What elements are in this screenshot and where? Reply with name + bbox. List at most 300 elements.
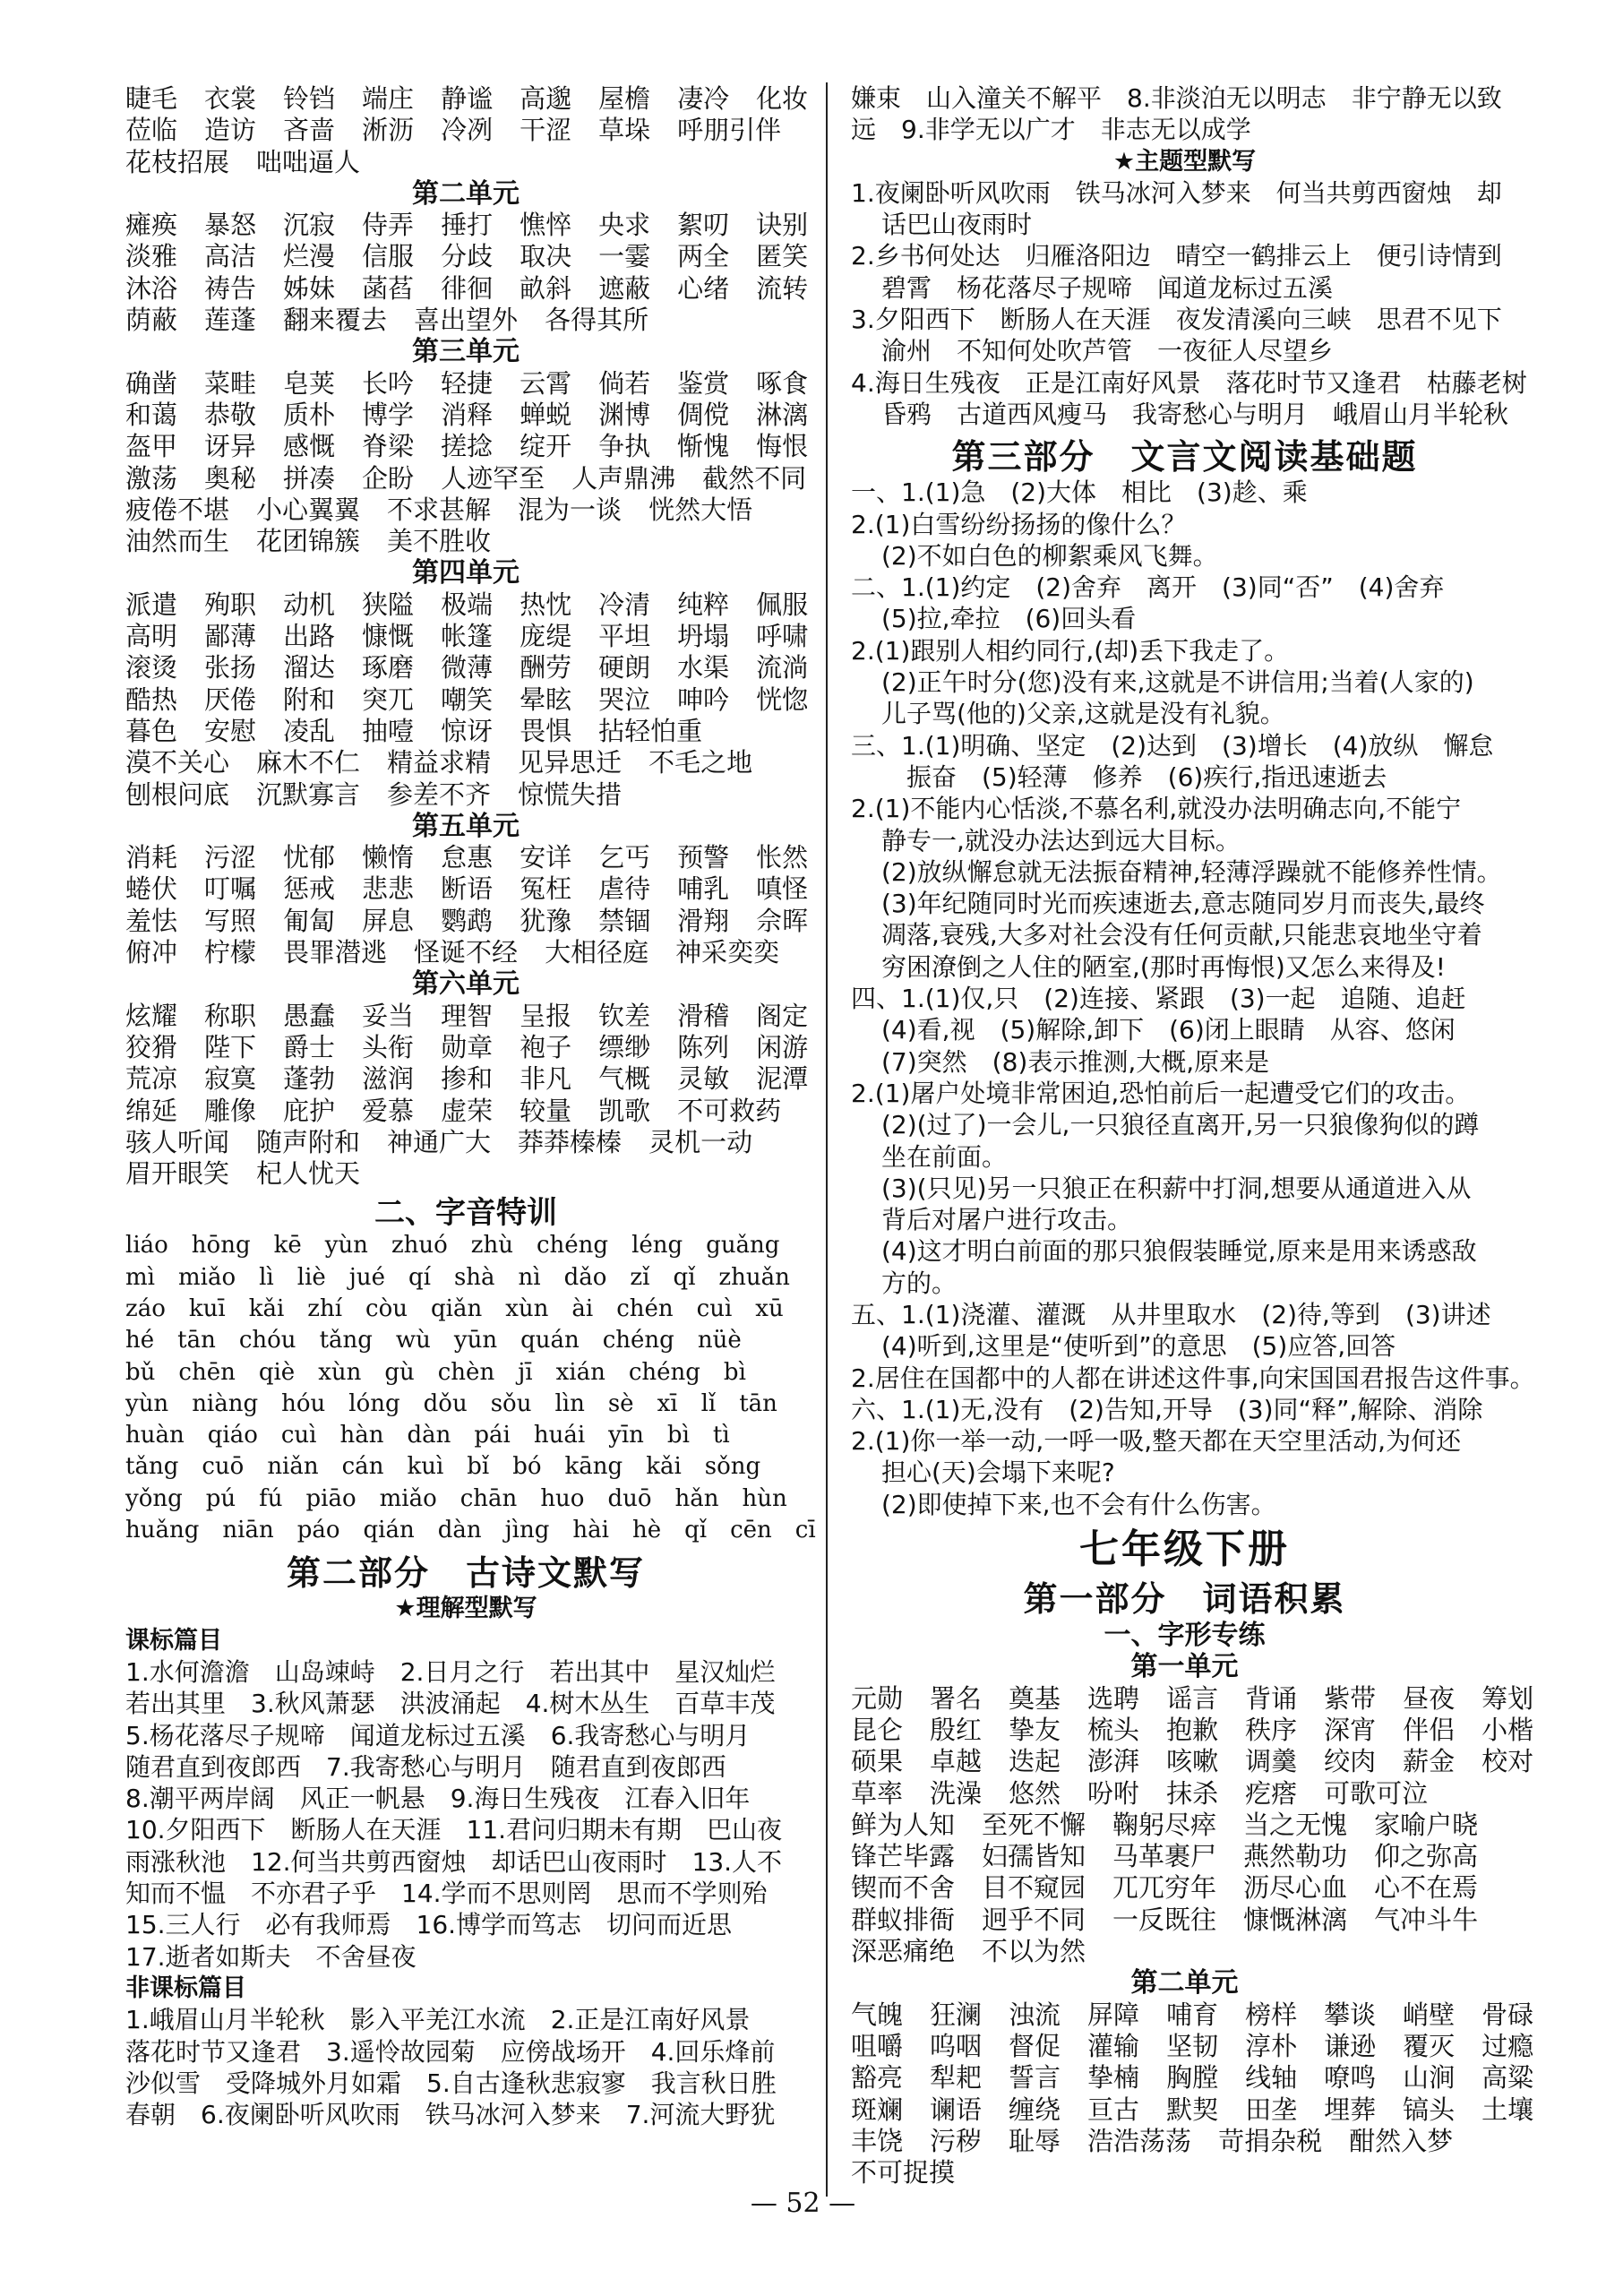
text-line: 儿子骂(他的)父亲,这就是没有礼貌。 <box>881 699 1285 729</box>
text-line: 3.夕阳西下 断肠人在天涯 夜发清溪向三峡 思君不见下 <box>851 305 1502 335</box>
vocab-word: 不可救药 <box>677 1095 782 1126</box>
vocab-word: 冤枉 <box>520 873 572 905</box>
pinyin-item: cuì <box>696 1294 733 1322</box>
text-line: 雨涨秋池 12.何当共剪西窗烛 却话巴山夜雨时 13.人不 <box>125 1846 783 1877</box>
vocab-word: 化妆 <box>756 83 809 114</box>
vocab-word: 理智 <box>441 1000 494 1031</box>
vocab-word: 挚楠 <box>1087 2062 1140 2094</box>
text-line: (3)年纪随同时光而疾速逝去,意志随同岁月而丧失,最终 <box>881 889 1485 919</box>
text-line: 1.夜阑卧听风吹雨 铁马冰河入梦来 何当共剪西窗烛 却 <box>851 177 1502 208</box>
vocab-word: 侍弄 <box>362 210 415 241</box>
pinyin-row <box>125 1423 806 1455</box>
vocab-word: 匍匐 <box>283 905 336 936</box>
vocab-word: 庇护 <box>283 1095 336 1126</box>
vocab-word: 兀兀穷年 <box>1112 1872 1217 1904</box>
vocab-word: 确凿 <box>125 367 178 399</box>
vocab-word: 燕然勒功 <box>1243 1841 1348 1872</box>
pinyin-item: chén <box>616 1294 674 1322</box>
vocab-word: 淡雅 <box>125 241 178 272</box>
page-number: — 52 — <box>750 2188 856 2219</box>
vocab-word: 爱慕 <box>362 1095 415 1126</box>
vocab-row <box>125 1031 809 1066</box>
pinyin-item: pái <box>474 1422 511 1449</box>
pinyin-item: chóu <box>238 1327 296 1354</box>
pinyin-item: xū <box>755 1294 784 1322</box>
text-line: (4)听到,这里是“使听到”的意思 (5)应答,回答 <box>881 1331 1396 1362</box>
text-line: 2.(1)屠户处境非常困迫,恐怕前后一起遭受它们的攻击。 <box>851 1078 1471 1108</box>
vocab-word: 非凡 <box>520 1063 572 1095</box>
vocab-word: 调羹 <box>1245 1746 1298 1777</box>
vocab-row <box>125 1126 806 1161</box>
vocab-word: 鞠躬尽瘁 <box>1112 1809 1217 1840</box>
vocab-word: 质朴 <box>283 399 336 430</box>
vocab-word: 背诵 <box>1245 1682 1298 1714</box>
pinyin-item: jìng <box>504 1517 550 1544</box>
pinyin-item: cán <box>341 1453 384 1481</box>
vocab-word: 骨碌 <box>1481 1999 1534 2030</box>
vocab-word: 小心翼翼 <box>256 494 361 525</box>
vocab-word: 浩浩荡荡 <box>1087 2125 1192 2156</box>
vocab-word: 溜达 <box>283 652 336 684</box>
vocab-word: 镐头 <box>1403 2094 1456 2125</box>
pinyin-item: niān <box>222 1517 274 1544</box>
vocab-word: 暮色 <box>125 715 178 746</box>
pinyin-item: yǒng <box>125 1484 183 1512</box>
vocab-word: 纯粹 <box>677 589 730 620</box>
vocab-word: 铃铛 <box>283 83 336 114</box>
vocab-word: 掺和 <box>441 1063 494 1095</box>
pinyin-item: cēn <box>730 1517 772 1544</box>
vocab-word: 屏息 <box>362 905 415 936</box>
unit-title: 第二单元 <box>412 177 520 210</box>
text-line: (4)这才明白前面的那只狼假装睡觉,原来是用来诱惑敌 <box>881 1236 1477 1267</box>
text-line: 知而不愠 不亦君子乎 14.学而不思则罔 思而不学则殆 <box>125 1879 768 1909</box>
vocab-row <box>851 1999 1534 2034</box>
text-line: 沙似雪 受降城外月如霜 5.自古逢秋悲寂寥 我言秋日胜 <box>125 2068 777 2098</box>
vocab-word: 懒惰 <box>362 842 415 873</box>
vocab-row <box>125 652 809 686</box>
vocab-row <box>851 1904 1518 1939</box>
pinyin-row <box>125 1517 816 1550</box>
vocab-word: 耻辱 <box>1009 2125 1061 2156</box>
vocab-word: 称职 <box>204 1000 257 1031</box>
vocab-word: 亘古 <box>1087 2094 1140 2125</box>
vocab-word: 不毛之地 <box>648 747 753 778</box>
vocab-row <box>851 1746 1534 1780</box>
part-title <box>125 1550 806 1596</box>
vocab-word: 大相径庭 <box>545 937 649 968</box>
vocab-row <box>125 462 807 497</box>
vocab-word: 人迹罕至 <box>441 462 545 494</box>
vocab-word: 哭泣 <box>598 684 651 715</box>
vocab-word: 殉职 <box>204 589 257 620</box>
vocab-word: 莲蓬 <box>204 305 257 336</box>
vocab-word: 慷慨 <box>362 621 415 652</box>
pinyin-item: jué <box>348 1263 385 1291</box>
vocab-word: 筹划 <box>1481 1682 1534 1714</box>
vocab-word: 禁锢 <box>598 905 651 936</box>
vocab-word: 愚蠢 <box>283 1000 336 1031</box>
vocab-word: 攀谈 <box>1324 1999 1377 2030</box>
text-line: (2)正午时分(您)没有来,这就是不讲信用;当着(人家的) <box>881 667 1474 698</box>
vocab-word: 麻木不仁 <box>256 747 361 778</box>
vocab-word: 坍塌 <box>677 621 730 652</box>
vocab-word: 恍惚 <box>756 684 809 715</box>
text-line: 2.(1)白雪纷纷扬扬的像什么？ <box>851 509 1187 539</box>
pinyin-item: duō <box>607 1484 652 1512</box>
vocab-word: 绽开 <box>520 431 572 462</box>
vocab-row <box>125 747 806 781</box>
pinyin-item: kē <box>273 1232 302 1260</box>
vocab-row <box>125 307 806 339</box>
pinyin-item: hóu <box>281 1389 326 1417</box>
vocab-row <box>125 367 809 402</box>
vocab-word: 倜傥 <box>677 399 730 430</box>
vocab-word: 苛捐杂税 <box>1218 2125 1323 2156</box>
vocab-word: 锋芒毕露 <box>851 1841 956 1872</box>
vocab-word: 抽噎 <box>362 715 415 746</box>
vocab-word: 酷热 <box>125 684 178 715</box>
pinyin-row <box>125 1358 806 1392</box>
vocab-word: 殷红 <box>930 1714 983 1745</box>
vocab-word: 线轴 <box>1245 2062 1298 2094</box>
vocab-word: 憔悴 <box>520 210 572 241</box>
vocab-word: 精益求精 <box>387 747 492 778</box>
text-line: 嫌束 山入潼关不解平 8.非淡泊无以明志 非宁静无以致 <box>851 83 1502 113</box>
pinyin-item: chēn <box>178 1358 236 1386</box>
vocab-word: 酣然入梦 <box>1349 2125 1454 2156</box>
vocab-word: 秩序 <box>1245 1714 1298 1745</box>
vocab-word: 俯冲 <box>125 937 178 968</box>
vocab-word: 吝啬 <box>283 115 336 146</box>
section-title: 一、字形专练 <box>1104 1620 1266 1652</box>
vocab-word: 柠檬 <box>204 937 257 968</box>
vocab-word: 昆仑 <box>851 1714 904 1745</box>
vocab-word: 信服 <box>362 241 415 272</box>
vocab-word: 心不在焉 <box>1374 1872 1479 1904</box>
vocab-row <box>851 1841 1518 1875</box>
vocab-row <box>851 1682 1534 1717</box>
vocab-word: 漠不关心 <box>125 747 230 778</box>
vocab-word: 畝斜 <box>520 272 572 304</box>
text-line: (2)(过了)一会儿,一只狼径直离开,另一只狼像狗似的蹲 <box>881 1110 1480 1140</box>
vocab-word: 疙瘩 <box>1245 1777 1298 1809</box>
vocab-word: 讶异 <box>204 431 257 462</box>
unit-title: 第五单元 <box>412 810 520 842</box>
vocab-word: 参差不齐 <box>387 778 492 810</box>
vocab-word: 皂荚 <box>283 367 336 399</box>
text-line: 渝州 不知何处吹芦管 一夜征人尽望乡 <box>881 336 1334 366</box>
vocab-unit-6 <box>125 1000 809 1193</box>
vocab-row <box>851 1872 1518 1906</box>
vocab-grade7b-unit-2 <box>851 1999 1534 2192</box>
pinyin-item: nüè <box>697 1327 742 1354</box>
vocab-word: 匿笑 <box>756 241 809 272</box>
vocab-word: 鲜为人知 <box>851 1809 956 1840</box>
vocab-word: 哺乳 <box>677 873 730 905</box>
vocab-word: 蝉蜕 <box>520 399 572 430</box>
unit-title: 第一单元 <box>1130 1651 1239 1683</box>
vocab-word: 草垛 <box>598 115 651 146</box>
pinyin-item: shà <box>453 1263 495 1291</box>
vocab-word: 畏罪潜逃 <box>283 937 388 968</box>
pinyin-item: niàng <box>192 1389 259 1417</box>
vocab-word: 美不胜收 <box>387 526 492 557</box>
vocab-word: 滑稽 <box>677 1000 730 1031</box>
pinyin-item: huái <box>533 1422 586 1449</box>
vocab-row <box>125 778 806 813</box>
pinyin-item: hàn <box>339 1422 384 1449</box>
pinyin-item: záo <box>125 1294 166 1322</box>
vocab-word: 覆灭 <box>1403 2030 1456 2061</box>
vocab-word: 卓越 <box>930 1746 983 1777</box>
vocab-word: 妥当 <box>362 1000 415 1031</box>
vocab-word: 锲而不舍 <box>851 1872 956 1904</box>
vocab-word: 捶打 <box>441 210 494 241</box>
vocab-word: 小楷 <box>1481 1714 1534 1745</box>
vocab-word: 昼夜 <box>1403 1682 1456 1714</box>
vocab-word: 洗澡 <box>930 1777 983 1809</box>
vocab-word: 附和 <box>283 684 336 715</box>
vocab-word: 热忱 <box>520 589 572 620</box>
vocab-word: 啄食 <box>756 367 809 399</box>
vocab-word: 张扬 <box>204 652 257 684</box>
vocab-word: 滋润 <box>362 1063 415 1095</box>
vocab-word: 庞缇 <box>520 621 572 652</box>
pinyin-item: léng <box>631 1232 683 1260</box>
vocab-word: 爵士 <box>283 1031 336 1062</box>
vocab-row <box>125 842 809 876</box>
part-number: 第二部分 <box>286 1553 430 1594</box>
vocab-word: 虐待 <box>598 873 651 905</box>
vocab-word: 悲悲 <box>362 873 415 905</box>
right-column <box>851 83 1535 2191</box>
pinyin-item: niǎn <box>267 1453 319 1481</box>
vocab-word: 谣言 <box>1166 1682 1219 1714</box>
vocab-word: 盔甲 <box>125 431 178 462</box>
vocab-word: 家喻户晓 <box>1374 1809 1479 1840</box>
vocab-word: 荫蔽 <box>125 305 178 336</box>
vocab-row <box>125 937 806 971</box>
curriculum-poems <box>125 1656 806 1976</box>
subsection-title: ★理解型默写 <box>394 1595 537 1623</box>
vocab-word: 哺育 <box>1166 1999 1219 2030</box>
vocab-unit-5 <box>125 842 809 971</box>
vocab-word: 袍子 <box>520 1031 572 1062</box>
text-line: 远 9.非学无以广才 非志无以成学 <box>851 115 1251 145</box>
vocab-word: 神通广大 <box>387 1126 492 1157</box>
vocab-word: 脊梁 <box>362 431 415 462</box>
theme-poems <box>851 177 1527 434</box>
vocab-word: 校对 <box>1481 1746 1534 1777</box>
pinyin-item: chèn <box>437 1358 495 1386</box>
vocab-word: 滑翔 <box>677 905 730 936</box>
vocab-word: 不可捉摸 <box>851 2157 956 2189</box>
vocab-word: 雕像 <box>204 1095 257 1126</box>
vocab-word: 狭隘 <box>362 589 415 620</box>
pinyin-item: xī <box>657 1389 678 1417</box>
vocab-word: 元勋 <box>851 1682 904 1714</box>
vocab-word: 较量 <box>520 1095 572 1126</box>
vocab-word: 高粱 <box>1481 2062 1534 2094</box>
vocab-word: 绞肉 <box>1324 1746 1377 1777</box>
vocab-word: 勋章 <box>441 1031 494 1062</box>
vocab-word: 高洁 <box>204 241 257 272</box>
vocab-word: 污秽 <box>930 2125 983 2156</box>
vocab-word: 暴怒 <box>204 210 257 241</box>
vocab-word: 丰饶 <box>851 2125 904 2156</box>
vocab-word: 咳嗽 <box>1166 1746 1219 1777</box>
text-line: 二、1.(1)约定 (2)舍弃 离开 (3)同“否” (4)舍弃 <box>851 572 1445 603</box>
vocab-word: 祷告 <box>204 272 257 304</box>
vocab-word: 取决 <box>520 241 572 272</box>
vocab-word: 马革裹尸 <box>1112 1841 1217 1872</box>
text-line: 五、1.(1)浇灌、灌溉 从井里取水 (2)待,等到 (3)讲述 <box>851 1299 1491 1329</box>
vocab-row <box>125 431 809 465</box>
vocab-word: 平坦 <box>598 621 651 652</box>
text-line: 六、1.(1)无,没有 (2)告知,开导 (3)同“释”,解除、消除 <box>851 1394 1483 1424</box>
vocab-word: 怪诞不经 <box>414 937 519 968</box>
pinyin-item: nì <box>518 1263 541 1291</box>
vocab-word: 和蔼 <box>125 399 178 430</box>
vocab-word: 厌倦 <box>204 684 257 715</box>
vocab-word: 谦逊 <box>1324 2030 1377 2061</box>
text-line: 穷困潦倒之人住的陋室,(那时再悔恨)又怎么来得及! <box>881 951 1446 982</box>
vocab-word: 恍然大悟 <box>648 494 753 525</box>
pinyin-item: zhù <box>470 1232 513 1260</box>
text-line: 2.(1)跟别人相约同行,(却)丢下我走了。 <box>851 635 1290 666</box>
vocab-row <box>851 2030 1534 2065</box>
text-line: 静专一,就没办法达到远大目标。 <box>881 825 1241 856</box>
pinyin-item: hōng <box>191 1232 251 1260</box>
vocab-word: 感慨 <box>283 431 336 462</box>
pinyin-item: hài <box>572 1517 609 1544</box>
text-line: 2.(1)不能内心恬淡,不慕名利,就没办法明确志向,不能宁 <box>851 794 1462 824</box>
vocab-word: 乞丐 <box>598 842 651 873</box>
vocab-word: 姊妹 <box>283 272 336 304</box>
vocab-word: 浊流 <box>1009 1999 1061 2030</box>
pinyin-item: tì <box>712 1422 730 1449</box>
pinyin-item: lì <box>259 1263 274 1291</box>
vocab-word: 突兀 <box>362 684 415 715</box>
part-number: 第一部分 <box>1023 1579 1167 1620</box>
pinyin-item: chéng <box>628 1358 700 1386</box>
vocab-word: 眉开眼笑 <box>125 1158 230 1190</box>
vocab-word: 博学 <box>362 399 415 430</box>
vocab-word: 惊讶 <box>441 715 494 746</box>
vocab-word: 拼凑 <box>283 462 336 494</box>
vocab-row <box>851 1777 1518 1812</box>
vocab-row <box>125 146 806 181</box>
text-line: 17.逝者如斯夫 不舍昼夜 <box>125 1941 417 1972</box>
vocab-word: 拈轻怕重 <box>598 715 703 746</box>
vocab-word: 衣裳 <box>204 83 257 114</box>
vocab-word: 署名 <box>930 1682 983 1714</box>
pinyin-item: kuī <box>188 1294 226 1322</box>
text-line: 春朝 6.夜阑卧听风吹雨 铁马冰河入梦来 7.河流大野犹 <box>125 2100 776 2130</box>
pinyin-item: hǎn <box>674 1484 719 1512</box>
pinyin-item: kuì <box>407 1453 444 1481</box>
vocab-word: 澎湃 <box>1087 1746 1140 1777</box>
vocab-row <box>125 1158 806 1192</box>
text-line: (2)放纵懈怠就无法振奋精神,轻薄浮躁就不能修养性情。 <box>881 856 1502 887</box>
vocab-unit-4 <box>125 589 809 813</box>
vocab-word: 咄咄逼人 <box>256 146 361 177</box>
vocab-word: 灵机一动 <box>648 1126 753 1157</box>
pinyin-item: sǒu <box>490 1389 532 1417</box>
vocab-row <box>125 210 809 244</box>
text-line: 1.水何澹澹 山岛竦峙 2.日月之行 若出其中 星汉灿烂 <box>125 1656 776 1687</box>
pinyin-item: xùn <box>318 1358 362 1386</box>
vocab-word: 滚烫 <box>125 652 178 684</box>
pinyin-item: jī <box>518 1358 533 1386</box>
pinyin-item: piāo <box>305 1484 356 1512</box>
pinyin-item: qǐ <box>684 1517 708 1544</box>
vocab-word: 烂漫 <box>283 241 336 272</box>
vocab-word: 水渠 <box>677 652 730 684</box>
vocab-row <box>851 1936 1518 1970</box>
pinyin-item: sè <box>607 1389 634 1417</box>
vocab-word: 田垄 <box>1245 2094 1298 2125</box>
vocab-word: 流转 <box>756 272 809 304</box>
vocab-word: 争执 <box>598 431 651 462</box>
pinyin-list <box>125 1232 816 1550</box>
vocab-word: 缥缈 <box>598 1031 651 1062</box>
vocab-word: 絮叨 <box>677 210 730 241</box>
vocab-word: 可歌可泣 <box>1324 1777 1429 1809</box>
vocab-row <box>125 621 809 655</box>
pinyin-row <box>125 1294 806 1329</box>
pinyin-item: huǎng <box>125 1517 200 1544</box>
vocab-word: 见异思迁 <box>518 747 623 778</box>
vocab-word: 遮蔽 <box>598 272 651 304</box>
vocab-unit-2 <box>125 210 809 339</box>
text-line: 10.夕阳西下 断肠人在天涯 11.君问归期未有期 巴山夜 <box>125 1815 783 1845</box>
vocab-word: 长吟 <box>362 367 415 399</box>
vocab-word: 花团锦簇 <box>256 526 361 557</box>
pinyin-item: qǐ <box>673 1263 696 1291</box>
pinyin-item: tǎng <box>125 1453 179 1481</box>
vocab-word: 怠惠 <box>441 842 494 873</box>
vocab-word: 寂寞 <box>204 1063 257 1095</box>
vocab-word: 过瘾 <box>1481 2030 1534 2061</box>
vocab-word: 畏惧 <box>520 715 572 746</box>
vocab-word: 不以为然 <box>982 1936 1086 1967</box>
vocab-word: 妇孺皆知 <box>982 1841 1086 1872</box>
vocab-word: 安详 <box>520 842 572 873</box>
vocab-word: 灌输 <box>1087 2030 1140 2061</box>
vocab-word: 沐浴 <box>125 272 178 304</box>
vocab-word: 淅沥 <box>362 115 415 146</box>
vocab-word: 佩服 <box>756 589 809 620</box>
vocab-word: 闲游 <box>756 1031 809 1062</box>
vocab-word: 灵敏 <box>677 1063 730 1095</box>
vocab-word: 鉴赏 <box>677 367 730 399</box>
vocab-word: 气概 <box>598 1063 651 1095</box>
vocab-word: 缠绕 <box>1009 2094 1061 2125</box>
text-line: 2.(1)你一举一动,一呼一吸,整天都在天空里活动,为何还 <box>851 1426 1462 1457</box>
vocab-word: 淋漓 <box>756 399 809 430</box>
vocab-word: 污涩 <box>204 842 257 873</box>
pinyin-item: kǎi <box>248 1294 285 1322</box>
vocab-word: 悔恨 <box>756 431 809 462</box>
vocab-word: 胸膛 <box>1166 2062 1219 2094</box>
vocab-word: 干涩 <box>520 115 572 146</box>
vocab-word: 花枝招展 <box>125 146 230 177</box>
vocab-word: 瘫痪 <box>125 210 178 241</box>
pinyin-item: zhuó <box>391 1232 448 1260</box>
subsection-title: ★主题型默写 <box>1112 147 1257 176</box>
